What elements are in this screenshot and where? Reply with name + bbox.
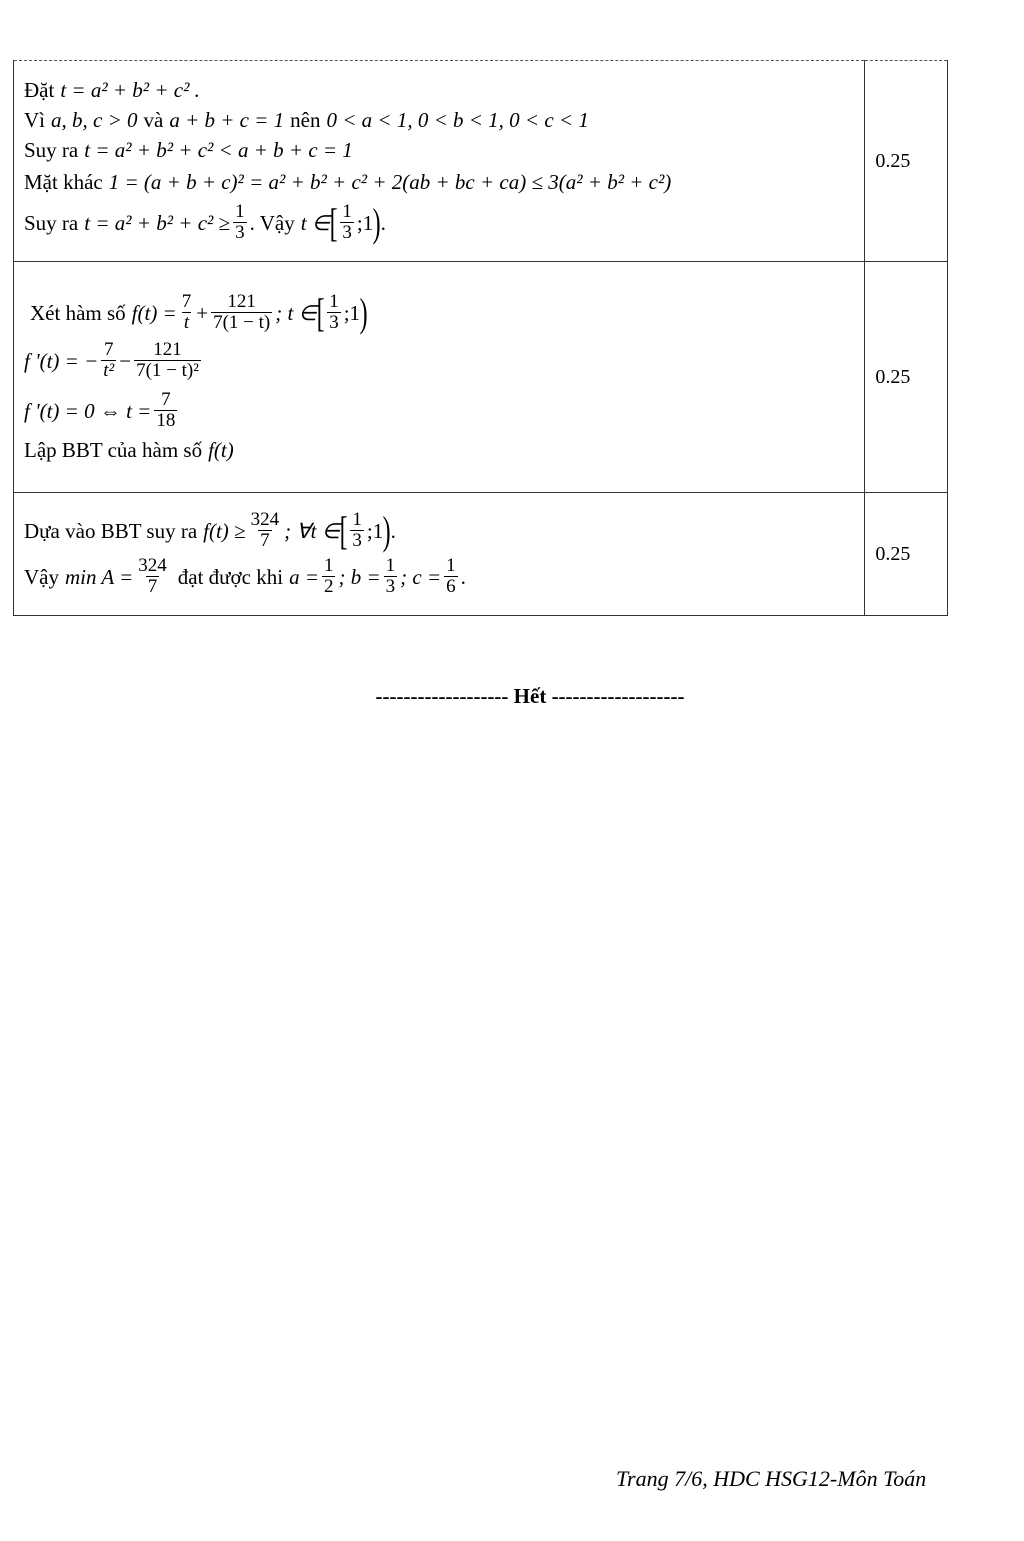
math: f(t) ≥ bbox=[203, 519, 246, 544]
end-marker: ------------------- Hết ------------------- bbox=[375, 684, 685, 708]
text: Vậy bbox=[24, 564, 59, 589]
page-footer: Trang 7/6, HDC HSG12-Môn Toán bbox=[616, 1466, 927, 1491]
line: f '(t) = − $\frac{7}{\text{t²}}$ − $\frac{121}{\text{7(1 − t)²}}$ bbox=[24, 339, 199, 381]
fraction: $\frac{1}{3}$ bbox=[235, 201, 245, 244]
math: 0 < a < 1, 0 < b < 1, 0 < c < 1 bbox=[326, 107, 589, 132]
math: a, b, c > 0 bbox=[51, 107, 138, 132]
math: f '(t) = 0 ⇔ t = bbox=[24, 398, 152, 423]
math: f(t) bbox=[208, 437, 234, 462]
line bbox=[24, 438, 854, 462]
fraction: $\frac{1}{6}$ bbox=[446, 555, 456, 597]
line: Vậy min A = $\frac{324}{7}$ đạt được khi a = $\frac{1}{2}$ ; b = $\frac{1}{3}$ ; c = $\frac{1}{6}$ . bbox=[24, 555, 466, 597]
math: t = a² + b² + c² . bbox=[60, 77, 200, 102]
score-cell: 0.25 bbox=[865, 262, 948, 493]
math: t ∈ bbox=[300, 211, 331, 236]
text: Dựa vào BBT suy ra bbox=[24, 519, 198, 544]
text: Suy ra bbox=[24, 138, 79, 163]
row-content bbox=[14, 61, 865, 262]
math: min A = bbox=[65, 564, 134, 589]
math: 1 = (a + b + c)² = a² + b² + c² + 2(ab + bc + ca) ≤ 3(a² + b² + c²) bbox=[108, 170, 672, 195]
text: Suy ra bbox=[24, 211, 79, 236]
line bbox=[24, 202, 854, 244]
text: Đặt bbox=[24, 77, 55, 102]
line bbox=[24, 138, 854, 162]
interval: [ $\frac{1}{3}$ ;1 ) . bbox=[329, 200, 386, 246]
line bbox=[24, 78, 854, 102]
fraction: $\frac{1}{3}$ bbox=[385, 555, 396, 597]
row-content bbox=[14, 493, 865, 616]
fraction: $\frac{121}{7(1 - t)}$ bbox=[213, 291, 271, 334]
math: ; b = bbox=[338, 564, 381, 589]
score-cell: 0.25 bbox=[865, 493, 948, 616]
fraction: $\frac{324}{7}$ bbox=[250, 509, 280, 552]
text: Xét hàm số bbox=[30, 301, 126, 326]
line bbox=[24, 510, 854, 552]
table-row bbox=[14, 493, 948, 616]
line: Xét hàm số f(t) = $\frac{7}{t}$ + $\frac{121}{7(1 - t)}$ ; t ∈ [ $\frac{1}{3}$ ;1 ) bbox=[30, 290, 368, 336]
math: a + b + c = 1 bbox=[169, 107, 285, 132]
math: ; c = bbox=[400, 564, 442, 589]
fraction: $\frac{1}{2}$ bbox=[323, 555, 334, 597]
math: t = a² + b² + c² < a + b + c = 1 bbox=[84, 138, 353, 163]
math: a = bbox=[289, 564, 319, 589]
line bbox=[24, 170, 854, 194]
fraction: $\frac{121}{\text{7(1 − t)²}}$ bbox=[136, 339, 199, 381]
score-cell: 0.25 bbox=[865, 61, 948, 262]
math: t = a² + b² + c² ≥ bbox=[84, 211, 231, 236]
fraction: $\frac{7}{t}$ bbox=[181, 291, 192, 334]
table-row bbox=[14, 61, 948, 262]
fraction: $\frac{7}{\text{t²}}$ bbox=[103, 339, 115, 381]
math: ; t ∈ bbox=[275, 301, 317, 326]
math: f '(t) = − bbox=[24, 348, 99, 373]
table-row bbox=[14, 262, 948, 493]
line bbox=[24, 390, 854, 432]
line bbox=[24, 108, 854, 132]
math: f(t) = bbox=[131, 301, 177, 326]
text: và bbox=[143, 107, 164, 132]
row-content bbox=[14, 262, 865, 493]
text: Vì bbox=[24, 107, 45, 132]
fraction: $\frac{7}{18}$ bbox=[156, 388, 176, 431]
solution-table bbox=[13, 60, 948, 616]
interval: [ $\frac{1}{3}$ ;1 ) bbox=[316, 290, 368, 336]
interval: [ $\frac{1}{3}$ ;1 ) . bbox=[339, 508, 396, 554]
text: . Vậy bbox=[249, 211, 295, 236]
text: nên bbox=[290, 107, 321, 132]
text: Lập BBT của hàm số bbox=[24, 437, 203, 462]
math: ; ∀t ∈ bbox=[284, 519, 341, 544]
text: Mặt khác bbox=[24, 170, 103, 195]
text: đạt được khi bbox=[177, 564, 284, 589]
fraction: $\frac{324}{7}$ bbox=[138, 555, 167, 597]
